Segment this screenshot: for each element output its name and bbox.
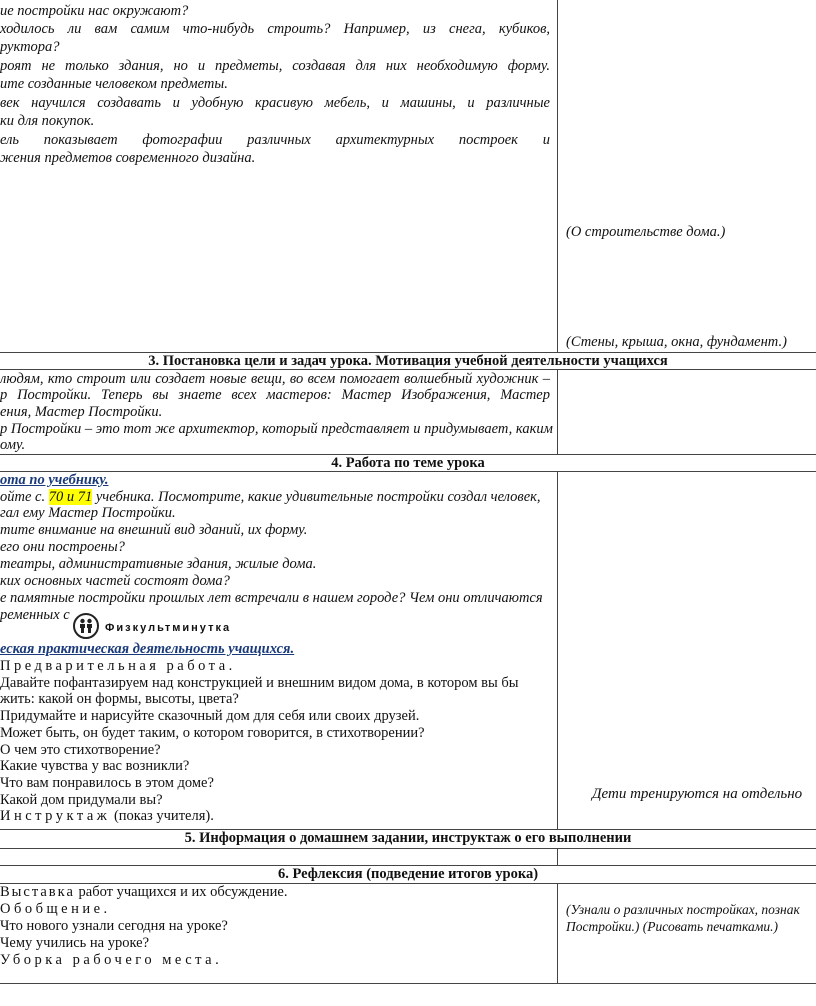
column-divider	[557, 883, 558, 983]
practice-question: Давайте пофантазируем над конструкцией и внешним видом дома, в котором вы бы	[0, 675, 519, 691]
column-divider	[557, 369, 558, 454]
textbook-line-end: учебника. Посмотрите, какие удивительные постройки создал человек,	[95, 489, 541, 505]
intro-line: ите созданные человеком предметы.	[0, 76, 228, 92]
practice-question: Придумайте и нарисуйте сказочный дом для себя или своих друзей.	[0, 708, 420, 724]
intro-line: руктора?	[0, 39, 60, 55]
intro-line: ки для покупок.	[0, 113, 95, 129]
student-answer: (Узнали о различных постройках, познак	[566, 902, 800, 917]
intro-line: роят не только здания, но и предметы, создавая для них необходимую форму.	[0, 58, 550, 74]
goal-line: р Постройки – это тот же архитектор, который представляет и придумывает, каким	[0, 421, 553, 437]
student-answer: Постройки.) (Рисовать печатками.)	[566, 919, 778, 934]
textbook-line-start: ойте с.	[0, 489, 46, 505]
goal-line: р Постройки. Теперь вы знаете всех мастеров: Мастер Изображения, Мастер	[0, 387, 550, 403]
textbook-line: гал ему Мастер Постройки.	[0, 505, 176, 521]
reflection-question: Что нового узнали сегодня на уроке?	[0, 918, 228, 934]
intro-line: жения предметов современного дизайна.	[0, 150, 256, 166]
section-6-header: 6. Рефлексия (подведение итогов урока)	[277, 866, 539, 882]
textbook-line: театры, административные здания, жилые дома.	[0, 556, 317, 572]
cleanup-label: Уборка рабочего места.	[0, 952, 223, 968]
student-answer: (О строительстве дома.)	[566, 224, 726, 240]
summary-label: Обобщение.	[0, 901, 111, 917]
goal-line: ения, Мастер Постройки.	[0, 404, 163, 420]
textbook-line: тите внимание на внешний вид зданий, их форму.	[0, 522, 308, 538]
section-5-header: 5. Информация о домашнем задании, инструктаж о его выполнении	[184, 830, 632, 846]
practice-question: Какие чувства у вас возникли?	[0, 758, 190, 774]
textbook-line	[0, 489, 541, 506]
column-divider	[557, 848, 558, 865]
section-3-header: 3. Постановка цели и задач урока. Мотивация учебной деятельности учащихся	[148, 353, 668, 369]
instruction-label: Инструктаж	[0, 808, 111, 824]
exhibition-label: Выставка	[0, 884, 75, 900]
goal-line: ому.	[0, 437, 26, 453]
intro-line: ель показывает фотографии различных архитектурных построек и	[0, 132, 550, 148]
student-answer: (Стены, крыша, окна, фундамент.)	[566, 334, 787, 350]
instruction-line	[0, 808, 214, 825]
intro-line: ие постройки нас окружают?	[0, 3, 189, 19]
textbook-line: его они построены?	[0, 539, 125, 555]
textbook-line: ких основных частей состоят дома?	[0, 573, 230, 589]
textbook-line: е памятные постройки прошлых лет встречали в нашем городе? Чем они отличаются	[0, 590, 543, 606]
preliminary-work: Предварительная работа.	[0, 658, 236, 674]
column-divider	[557, 0, 558, 352]
student-answer: Дети тренируются на отдельно	[592, 786, 803, 802]
intro-line: ходилось ли вам самим что-нибудь строить? Например, из снега, кубиков,	[0, 21, 550, 37]
practice-question: жить: какой он формы, высоты, цвета?	[0, 691, 239, 707]
instruction-note: (показ учителя).	[113, 808, 214, 824]
practice-question: О чем это стихотворение?	[0, 742, 161, 758]
exhibition-note: работ учащихся и их обсуждение.	[78, 884, 288, 900]
reflection-question: Чему учились на уроке?	[0, 935, 150, 951]
exercise-break-icon	[73, 613, 99, 639]
intro-line: век научился создавать и удобную красивую мебель, и машины, и различные	[0, 95, 550, 111]
textbook-pages-highlight: 70 и 71	[48, 489, 93, 505]
reflection-line	[0, 884, 287, 901]
practice-title: еская практическая деятельность учащихся.	[0, 641, 295, 657]
textbook-work-title: ота по учебнику.	[0, 472, 109, 488]
practice-question: Какой дом придумали вы?	[0, 792, 163, 808]
row-border	[0, 848, 816, 849]
textbook-line: ременных с	[0, 607, 70, 623]
row-border	[0, 983, 816, 984]
goal-line: людям, кто строит или создает новые вещи, во всем помогает волшебный художник –	[0, 371, 550, 387]
column-divider	[557, 471, 558, 829]
practice-question: Может быть, он будет таким, о котором говорится, в стихотворении?	[0, 725, 425, 741]
practice-question: Что вам понравилось в этом доме?	[0, 775, 214, 791]
exercise-break-label: Физкультминутка	[105, 622, 232, 634]
section-4-header: 4. Работа по теме урока	[331, 455, 485, 471]
